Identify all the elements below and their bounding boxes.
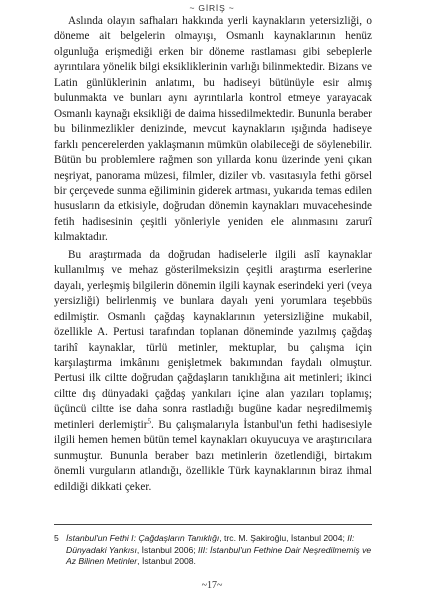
paragraph-2: Bu araştırmada da doğrudan hadiselerle ilgili aslî kaynaklar kullanılmış ve mehaz gösterilmeksizin çeşitli araştırma eserlerine dayalı, yerleşmiş bilgilerin dönemin ilgili kaynak eserindeki yeri (veya yersizliği) belirlenmiş ve bunlara dayalı yeni yorumlara teşebbüs edilmiştir. Osmanlı çağdaş kaynaklarının yetersizliğine mukabil, özellikle A. Pertusi tarafından toplanan döneminde yazılmış çağdaş tarihî kaynaklar, türlü metinler, mektuplar, bu çalışma için karşılaştırma imkânını genişletmek bakımından faydalı olmuştur. Pertusi ilk ciltte doğrudan çağdaşların tanıklığına ait metinleri; ikinci ciltte dış dünyadaki çağdaş yankıları içine alan yazıları toplamış; üçüncü ciltte ise daha sonra rastladığı bugüne kadar neşredilmemiş metinleri derlemiştir$^5$. Bu çalışmalarıyla İstanbul'un fethi hadisesiyle ilgili hemen hemen bütün temel kaynakları okuyucuya ve araştırıcılara sunmuştur. Bununla beraber bazı metinlerin özetlendiği, birtakım önemli vurguların atlandığı, özellikle Türk kaynaklarının biraz ihmal edildiği dikkati çeker. — [54, 248, 373, 493]
footnote-citation-3: , İstanbul 2008. — [137, 556, 196, 567]
paragraph-2-continuation: Bu çalışmalarıyla İstanbul'un fethi hadisesiyle ilgili hemen hemen bütün temel kaynakları okuyucuya ve araştırıcılara sunmuştur. Bununla beraber bazı metinlerin özetlendiği, birtakım önemli vurguların atlandığı, özellikle Türk kaynaklarının biraz ihmal edildiği dikkati çeker. — [54, 418, 373, 493]
footnote-citation-1: , trc. M. Şakiroğlu, İstanbul 2004; — [219, 533, 348, 543]
footnote-text — [66, 533, 372, 568]
running-head: ~ GİRİŞ ~ — [189, 3, 235, 13]
body-text — [54, 14, 372, 495]
footnote-title-3: III: İstanbul'un Fethine Dair Neşredilmemiş ve Az Bilinen Metinler — [66, 544, 372, 567]
footnote — [54, 533, 372, 568]
page-number: ~17~ — [201, 580, 223, 591]
footnote-title-1: İstanbul'un Fethi I: Çağdaşların Tanıklığı — [66, 533, 220, 543]
paragraph-1: Aslında olayın safhaları hakkında yerli kaynakların yetersizliği, o döneme ait belgelerin olmayışı, Osmanlı kaynaklarının henüz olgunluğa erişmediği erken bir döneme rastlaması gibi sebeplerle ayrıntılara yönelik bilgi eksikliklerinin varlığı bilinmektedir. Bizans ve Latin günlüklerinin anlatımı, bu hadiseyi bütünüyle esir almış bulunmakta ve bunları aynı ayrıntılarla kontrol etmeye yarayacak Osmanlı kaynağı eksikliği de daima hissedilmektedir. Bununla beraber bu bilinmezlikler denizinde, mevcut kaynakların ışığında hadiseye farklı pencerelerden yaklaşmanın mümkün olabileceği de söylenebilir. Bütün bu problemlere rağmen son yıllarda konu üzerinde yeni çıkan neşriyat, panorama müzesi, filmler, diziler vb. vasıtasıyla fethi görsel bir çerçevede sunma eğiliminin giderek artması, yukarıda temas edilen hususların da etkisiyle, doğrudan dönemin kaynakları muvacehesinde fetih hadisesinin çeşitli yönleriyle yeniden ele alınmasını zarurî kılmaktadır. — [54, 15, 372, 244]
paragraph-2-text: Bu araştırmada da doğrudan hadiselerle ilgili aslî kaynaklar kullanılmış ve mehaz gösterilmeksizin çeşitli araştırma eserlerine dayalı, yerleşmiş bilgilerin dönemin ilgili kaynak eserindeki yeri (veya yersizliği) belirlenmiş ve bunlara dayalı yeni yorumlara teşebbüs edilmiştir. Osmanlı çağdaş kaynaklarının yetersizliğine mukabil, özellikle A. Pertusi tarafından toplanan döneminde yazılmış çağdaş tarihî kaynaklar, türlü metinler, mektuplar, bu çalışma için karşılaştırma imkânını genişletmek bakımından faydalı olmuştur. Pertusi ilk ciltte doğrudan çağdaşların tanıklığına ait metinleri; ikinci ciltte dış dünyadaki çağdaş yankıları içine alan yazıları toplamış; üçüncü ciltte ise daha sonra rastladığı bugüne kadar neşredilmemiş metinleri derlemiştir — [54, 248, 372, 431]
footnote-title-2: II: Dünyadaki Yankısı — [66, 533, 355, 555]
footnote-reference: 5 — [147, 417, 151, 426]
footnote-citation-2: , İstanbul 2006; — [136, 544, 199, 555]
footnote-number: 5 — [54, 533, 59, 543]
footnote-divider — [54, 524, 372, 525]
